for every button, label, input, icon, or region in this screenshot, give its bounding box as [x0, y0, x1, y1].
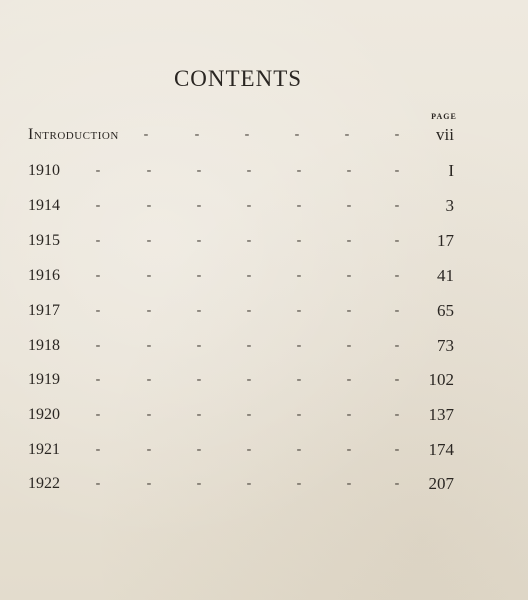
toc-entry-label: 1914	[28, 197, 60, 214]
toc-entry-label: 1921	[28, 441, 60, 458]
toc-entry-label: 1918	[28, 337, 60, 354]
toc-page-number: 73	[437, 336, 454, 355]
toc-page-number: 102	[428, 370, 454, 389]
toc-row: 1917 - - - - - - - 65	[0, 299, 528, 323]
toc-entry-label: 1917	[28, 302, 60, 319]
toc-entry-label: 1910	[28, 162, 60, 179]
toc-row: 1921 - - - - - - - 174	[0, 438, 528, 462]
toc-row: 1918 - - - - - - - 73	[0, 334, 528, 358]
toc-page-number: 207	[428, 474, 454, 493]
toc-entry-label: 1915	[28, 232, 60, 249]
toc-row: 1915 - - - - - - - 17	[0, 229, 528, 253]
toc-row: 1910 - - - - - - - I	[0, 159, 528, 183]
toc-entry-label: 1920	[28, 406, 60, 423]
toc-page-number: 41	[437, 266, 454, 285]
toc-entry-label: 1916	[28, 267, 60, 284]
toc-page-number: 174	[428, 440, 454, 459]
toc-row: 1919 - - - - - - - 102	[0, 368, 528, 392]
toc-page-number: 3	[445, 196, 454, 215]
page-column-label: PAGE	[431, 112, 457, 121]
toc-entry-label: Introduction	[28, 126, 119, 143]
toc-page-number: I	[448, 161, 454, 180]
toc-page-number: 17	[437, 231, 454, 250]
toc-row: 1920 - - - - - - - 137	[0, 403, 528, 427]
toc-row: 1914 - - - - - - - 3	[0, 194, 528, 218]
page-title: CONTENTS	[173, 66, 303, 91]
toc-page-number: 137	[428, 405, 454, 424]
toc-row-introduction: Introduction - - - - - - vii	[0, 123, 528, 147]
toc-page-number: 65	[437, 301, 454, 320]
toc-row: 1916 - - - - - - - 41	[0, 264, 528, 288]
toc-entry-label: 1919	[28, 371, 60, 388]
toc-row: 1922 - - - - - - - 207	[0, 472, 528, 496]
toc-entry-label: 1922	[28, 475, 60, 492]
toc-page-number: vii	[436, 125, 454, 144]
